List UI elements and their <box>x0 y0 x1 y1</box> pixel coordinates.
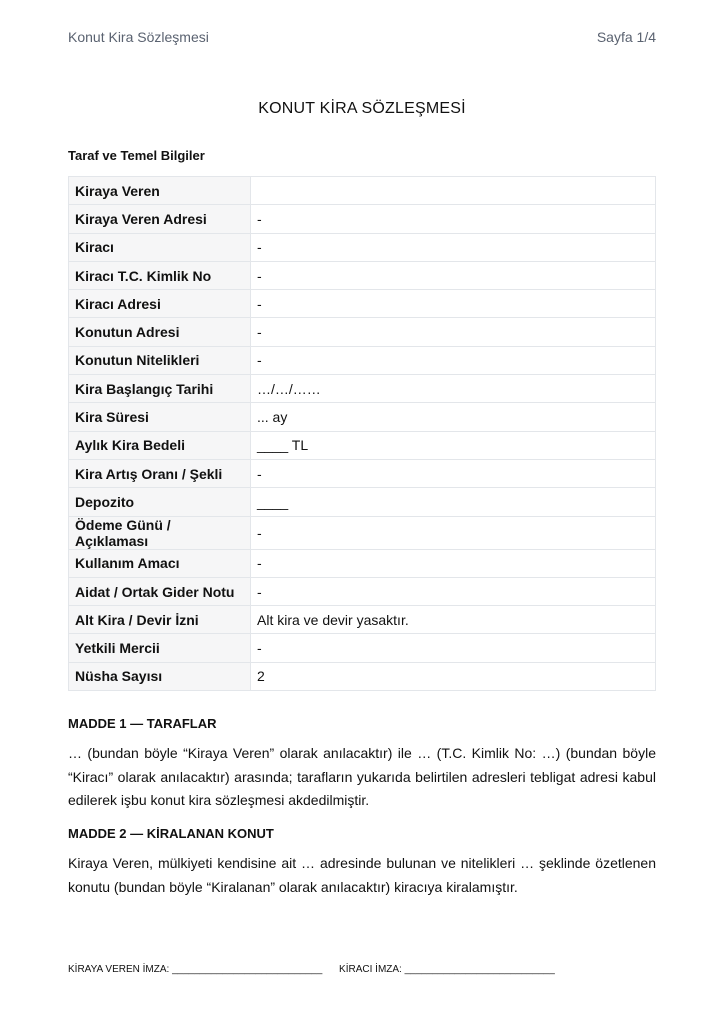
signature-line <box>68 964 569 975</box>
document-title: KONUT KİRA SÖZLEŞMESİ <box>258 100 466 117</box>
row-value: - <box>251 549 656 577</box>
table-row <box>69 459 656 487</box>
row-value: - <box>251 634 656 662</box>
row-value: - <box>251 346 656 374</box>
row-value: ... ay <box>251 403 656 431</box>
row-value: - <box>251 577 656 605</box>
running-header-title: Konut Kira Sözleşmesi <box>68 29 209 45</box>
table-row <box>69 516 656 549</box>
madde-1-text: … (bundan böyle “Kiraya Veren” olarak anılacaktır) ile … (T.C. Kimlik No: …) (bundan böyle “Kiracı” olarak anılacaktır) arasında; tarafların yukarıda belirtilen adresleri tebligat adresi kabul edilerek işbu konut kira sözleşmesi akdedilmiştir. <box>68 745 656 808</box>
table-row <box>69 488 656 516</box>
row-value: 2 <box>251 662 656 690</box>
table-row <box>69 549 656 577</box>
row-value: - <box>251 261 656 289</box>
row-value: ____ TL <box>251 431 656 459</box>
row-value: - <box>251 290 656 318</box>
row-label: Kiracı Adresi <box>69 290 251 318</box>
madde-1-title: MADDE 1 — TARAFLAR <box>68 716 217 731</box>
table-row <box>69 606 656 634</box>
row-label: Kullanım Amacı <box>69 549 251 577</box>
table-row <box>69 290 656 318</box>
row-value: - <box>251 205 656 233</box>
table-row <box>69 634 656 662</box>
madde-2-title: MADDE 2 — KİRALANAN KONUT <box>68 826 274 841</box>
row-label: Aylık Kira Bedeli <box>69 431 251 459</box>
madde-2-text: Kiraya Veren, mülkiyeti kendisine ait … adresinde bulunan ve nitelikleri … şeklinde özetlenen konutu (bundan böyle “Kiralanan” olarak anılacaktır) kiracıya kiralamıştır. <box>68 855 656 895</box>
table-row <box>69 318 656 346</box>
row-value: ____ <box>251 488 656 516</box>
table-row <box>69 346 656 374</box>
row-label: Alt Kira / Devir İzni <box>69 606 251 634</box>
table-row <box>69 177 656 205</box>
table-row <box>69 375 656 403</box>
table-row <box>69 431 656 459</box>
row-label: Kiracı T.C. Kimlik No <box>69 261 251 289</box>
row-label: Yetkili Mercii <box>69 634 251 662</box>
row-label: Kiraya Veren <box>69 177 251 205</box>
row-label: Kira Artış Oranı / Şekli <box>69 459 251 487</box>
table-row <box>69 662 656 690</box>
section-title: Taraf ve Temel Bilgiler <box>68 148 205 163</box>
table-row <box>69 403 656 431</box>
row-label: Konutun Nitelikleri <box>69 346 251 374</box>
table-row <box>69 577 656 605</box>
row-label: Kira Başlangıç Tarihi <box>69 375 251 403</box>
table-row <box>69 233 656 261</box>
row-label: Kiraya Veren Adresi <box>69 205 251 233</box>
row-label: Aidat / Ortak Gider Notu <box>69 577 251 605</box>
row-value <box>251 177 656 205</box>
row-label: Konutun Adresi <box>69 318 251 346</box>
row-label: Nüsha Sayısı <box>69 662 251 690</box>
info-table <box>68 176 656 691</box>
row-label: Depozito <box>69 488 251 516</box>
row-value: - <box>251 318 656 346</box>
table-row <box>69 261 656 289</box>
row-label: Ödeme Günü / Açıklaması <box>69 516 251 549</box>
row-value: - <box>251 233 656 261</box>
row-value: …/…/…… <box>251 375 656 403</box>
row-value: Alt kira ve devir yasaktır. <box>251 606 656 634</box>
row-value: - <box>251 459 656 487</box>
table-row <box>69 205 656 233</box>
tenant-signature: KİRACI İMZA: ___________________________ <box>339 964 555 975</box>
landlord-signature: KİRAYA VEREN İMZA: ___________________________ <box>68 964 323 975</box>
row-value: - <box>251 516 656 549</box>
row-label: Kiracı <box>69 233 251 261</box>
page-number: Sayfa 1/4 <box>596 29 656 45</box>
row-label: Kira Süresi <box>69 403 251 431</box>
